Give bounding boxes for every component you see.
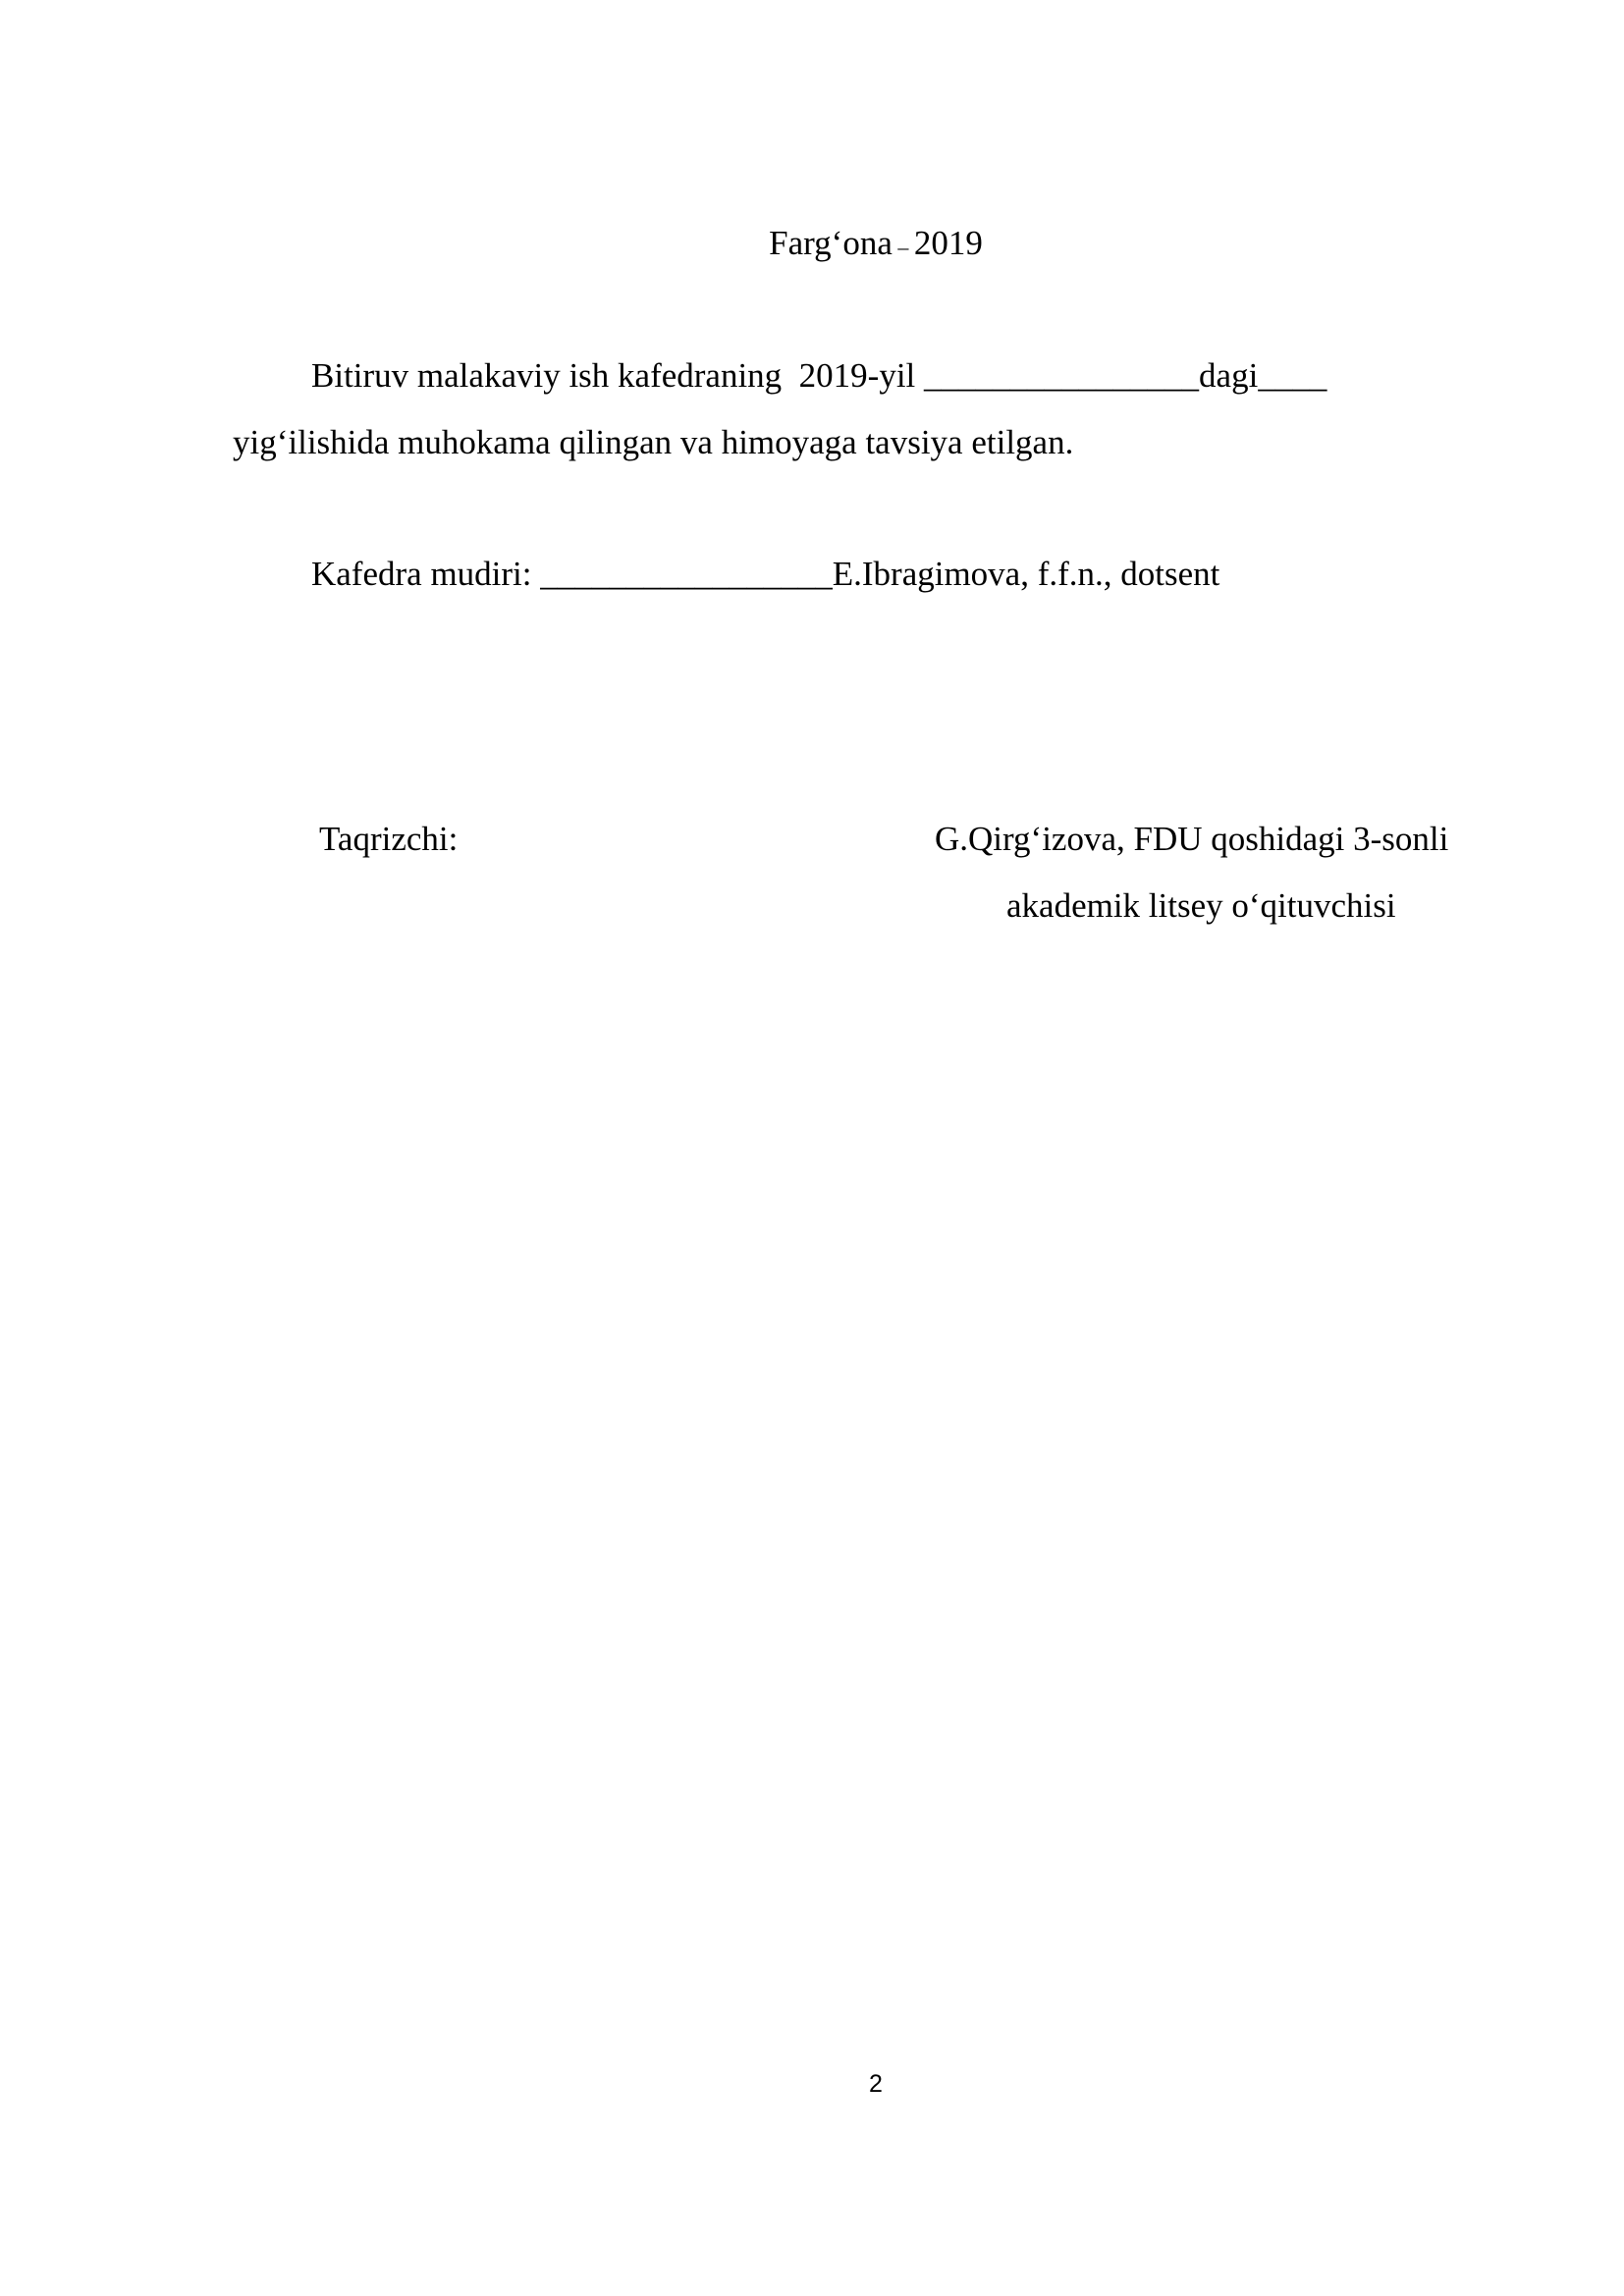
reviewer-name-line-2: akademik litsey o‘qituvchisi	[1006, 886, 1396, 925]
dagi-text: dagi	[1199, 356, 1259, 395]
city-year-heading	[0, 223, 1624, 268]
number-blank: ____	[1258, 356, 1327, 395]
head-label: Kafedra mudiri:	[311, 555, 541, 593]
head-of-department-line	[311, 554, 1219, 595]
reviewer-name-line-1: G.Qirg‘izova, FDU qoshidagi 3-sonli	[935, 820, 1449, 858]
page-number: 2	[869, 2070, 883, 2098]
approval-line-1	[311, 355, 1326, 397]
reviewer-label: Taqrizchi:	[319, 820, 459, 858]
approval-text: Bitiruv malakaviy ish kafedraning 2019-yil	[311, 356, 925, 395]
signature-blank: _________________	[540, 555, 833, 593]
date-blank: ________________	[924, 356, 1200, 395]
city-year-dash: –	[892, 235, 914, 259]
city-name: Farg‘ona	[769, 224, 893, 262]
approval-line-2: yig‘ilishida muhokama qilingan va himoyaga tavsiya etilgan.	[233, 423, 1074, 461]
head-name: E.Ibragimova, f.f.n., dotsent	[832, 555, 1220, 593]
year: 2019	[913, 224, 983, 262]
